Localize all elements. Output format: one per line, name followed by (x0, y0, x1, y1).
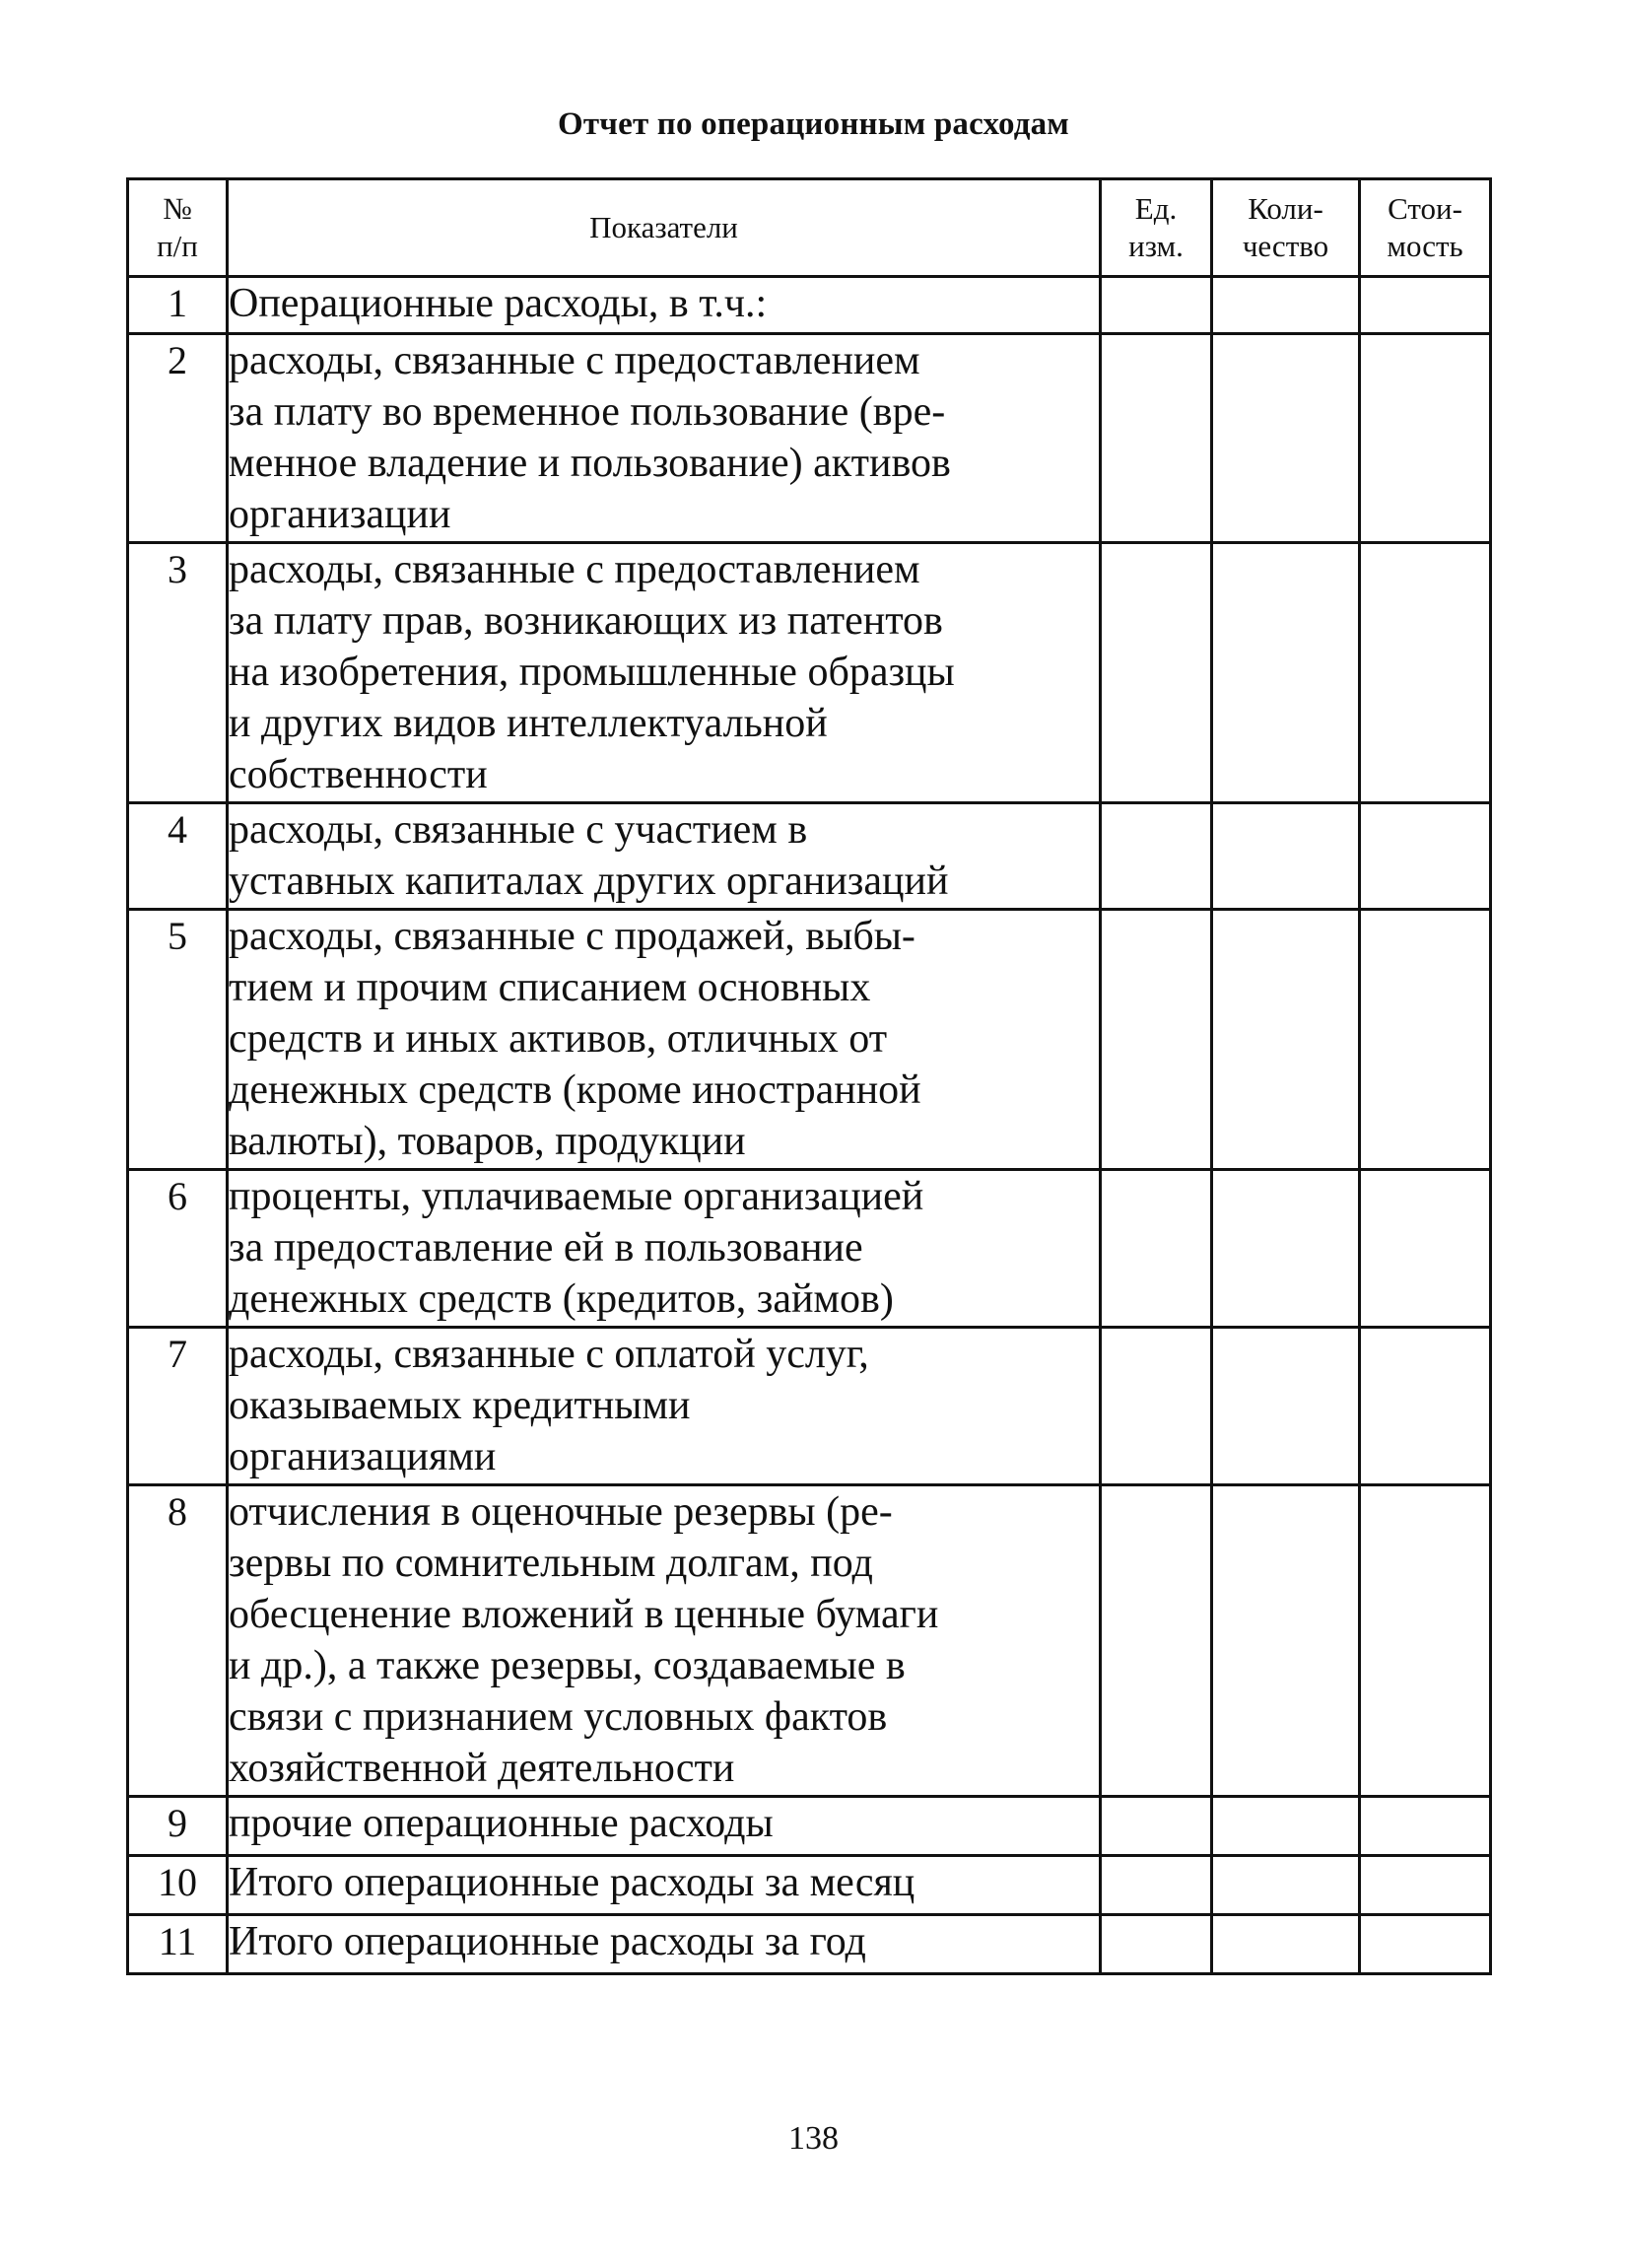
indicator-line: расходы, связанные с предоставлением (229, 338, 920, 383)
indicator-line: Операционные расходы, в т.ч.: (229, 281, 768, 326)
unit-cell (1101, 334, 1212, 543)
row-number-cell: 3 (128, 543, 228, 803)
indicator-line: расходы, связанные с оплатой услуг, (229, 1332, 869, 1377)
indicator-line: уставных капиталах других организаций (229, 859, 949, 904)
indicator-line: оказываемых кредитными (229, 1383, 691, 1428)
indicator-line: за плату прав, возникающих из патентов (229, 598, 943, 644)
cost-cell (1360, 334, 1491, 543)
indicator-line: проценты, уплачиваемые организацией (229, 1174, 924, 1219)
header-indicator: Показатели (228, 179, 1101, 277)
indicator-line: средств и иных активов, отличных от (229, 1016, 888, 1062)
indicator-line: собственности (229, 752, 488, 797)
quantity-cell (1212, 277, 1360, 334)
table-row (128, 1797, 1491, 1856)
table-row (128, 803, 1491, 910)
cost-cell (1360, 910, 1491, 1170)
cost-cell (1360, 1485, 1491, 1797)
unit-cell (1101, 277, 1212, 334)
table-row (128, 1170, 1491, 1328)
table-row (128, 543, 1491, 803)
indicator-line: за плату во временное пользование (вре- (229, 389, 946, 435)
cost-cell (1360, 1797, 1491, 1856)
header-quantity: Коли- чество (1212, 179, 1360, 277)
unit-cell (1101, 1797, 1212, 1856)
indicator-line: хозяйственной деятельности (229, 1746, 735, 1791)
quantity-cell (1212, 910, 1360, 1170)
cost-cell (1360, 543, 1491, 803)
indicator-line: Итого операционные расходы за год (229, 1919, 866, 1964)
cost-cell (1360, 1328, 1491, 1485)
cost-cell (1360, 1856, 1491, 1915)
quantity-cell (1212, 1915, 1360, 1974)
unit-cell (1101, 910, 1212, 1170)
table-header-row (128, 179, 1491, 277)
table-row (128, 277, 1491, 334)
indicator-line: организации (229, 492, 451, 537)
indicator-line: расходы, связанные с участием в (229, 807, 808, 853)
indicator-line: за предоставление ей в пользование (229, 1225, 863, 1271)
indicator-cell (228, 1328, 1101, 1485)
indicator-line: денежных средств (кредитов, займов) (229, 1276, 894, 1322)
indicator-line: прочие операционные расходы (229, 1801, 774, 1846)
indicator-cell (228, 334, 1101, 543)
indicator-cell (228, 543, 1101, 803)
indicator-cell (228, 1797, 1101, 1856)
indicator-cell (228, 1485, 1101, 1797)
quantity-cell (1212, 1485, 1360, 1797)
indicator-cell (228, 1170, 1101, 1328)
indicator-line: валюты), товаров, продукции (229, 1119, 746, 1164)
table-row (128, 1856, 1491, 1915)
unit-cell (1101, 543, 1212, 803)
unit-cell (1101, 1328, 1212, 1485)
page-number: 138 (788, 2120, 839, 2157)
document-title: Отчет по операционным расходам (558, 106, 1069, 142)
table-row (128, 1485, 1491, 1797)
header-unit: Ед. изм. (1101, 179, 1212, 277)
indicator-line: обесценение вложений в ценные бумаги (229, 1592, 939, 1637)
indicator-cell (228, 277, 1101, 334)
indicator-cell (228, 910, 1101, 1170)
table-body (128, 277, 1491, 1974)
row-number-cell: 9 (128, 1797, 228, 1856)
row-number-cell: 11 (128, 1915, 228, 1974)
quantity-cell (1212, 803, 1360, 910)
row-number-cell: 8 (128, 1485, 228, 1797)
indicator-line: и других видов интеллектуальной (229, 701, 828, 746)
quantity-cell (1212, 334, 1360, 543)
row-number-cell: 1 (128, 277, 228, 334)
indicator-line: на изобретения, промышленные образцы (229, 650, 955, 695)
quantity-cell (1212, 543, 1360, 803)
cost-cell (1360, 803, 1491, 910)
indicator-line: отчисления в оценочные резервы (ре- (229, 1489, 893, 1535)
table-row (128, 334, 1491, 543)
cost-cell (1360, 1915, 1491, 1974)
unit-cell (1101, 1485, 1212, 1797)
expenses-table (126, 177, 1492, 1975)
indicator-line: организациями (229, 1434, 497, 1479)
indicator-line: и др.), а также резервы, создаваемые в (229, 1643, 906, 1688)
quantity-cell (1212, 1797, 1360, 1856)
row-number-cell: 2 (128, 334, 228, 543)
indicator-line: тием и прочим списанием основных (229, 965, 871, 1010)
indicator-line: расходы, связанные с предоставлением (229, 547, 920, 592)
unit-cell (1101, 1856, 1212, 1915)
quantity-cell (1212, 1856, 1360, 1915)
indicator-cell (228, 1915, 1101, 1974)
row-number-cell: 10 (128, 1856, 228, 1915)
table-row (128, 1328, 1491, 1485)
header-number: № п/п (128, 179, 228, 277)
row-number-cell: 4 (128, 803, 228, 910)
row-number-cell: 6 (128, 1170, 228, 1328)
indicator-line: зервы по сомнительным долгам, под (229, 1541, 873, 1586)
indicator-line: Итого операционные расходы за месяц (229, 1860, 915, 1905)
unit-cell (1101, 803, 1212, 910)
unit-cell (1101, 1170, 1212, 1328)
indicator-line: расходы, связанные с продажей, выбы- (229, 914, 915, 959)
cost-cell (1360, 277, 1491, 334)
unit-cell (1101, 1915, 1212, 1974)
indicator-line: менное владение и пользование) активов (229, 441, 951, 486)
quantity-cell (1212, 1328, 1360, 1485)
table-row (128, 910, 1491, 1170)
indicator-cell (228, 1856, 1101, 1915)
indicator-line: связи с признанием условных фактов (229, 1694, 888, 1740)
quantity-cell (1212, 1170, 1360, 1328)
table-row (128, 1915, 1491, 1974)
row-number-cell: 5 (128, 910, 228, 1170)
indicator-line: денежных средств (кроме иностранной (229, 1067, 921, 1113)
header-cost: Стои- мость (1360, 179, 1491, 277)
cost-cell (1360, 1170, 1491, 1328)
row-number-cell: 7 (128, 1328, 228, 1485)
indicator-cell (228, 803, 1101, 910)
